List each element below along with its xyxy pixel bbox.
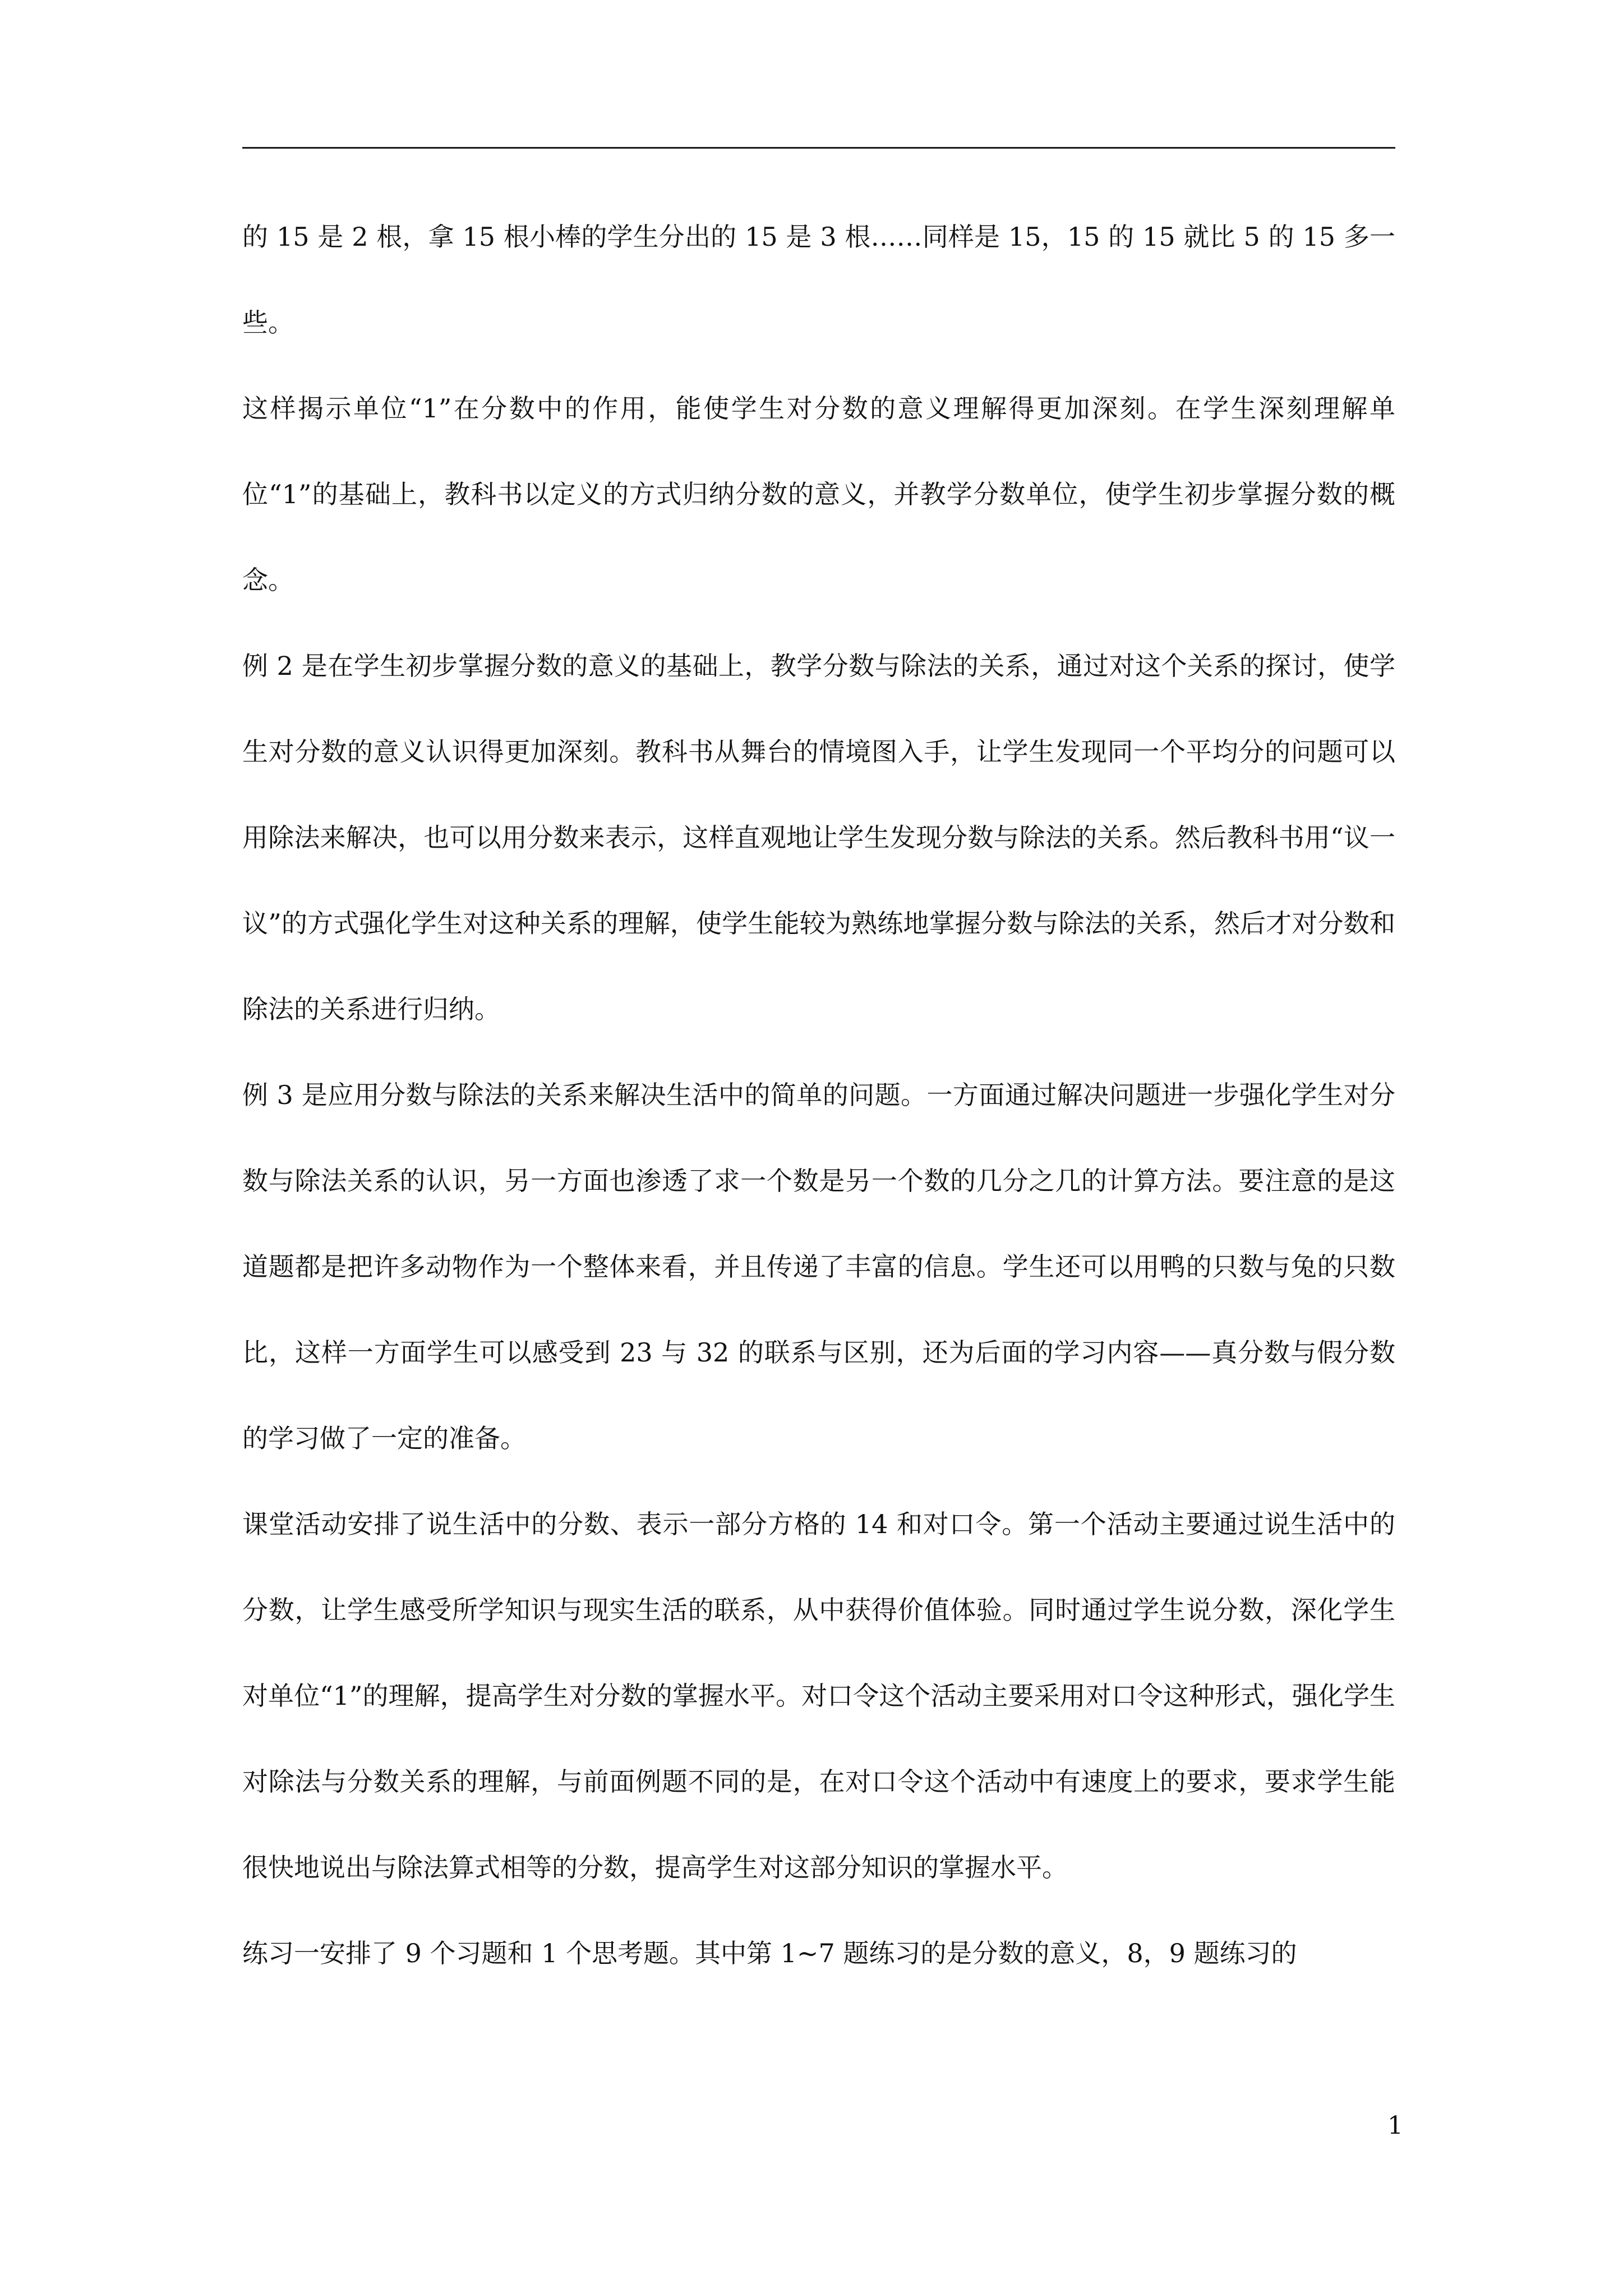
header-rule — [242, 147, 1395, 149]
paragraph-4: 例 3 是应用分数与除法的关系来解决生活中的简单的问题。一方面通过解决问题进一步强化学生对分数与除法关系的认识，另一方面也渗透了求一个数是另一个数的几分之几的计算方法。要注意的是这道题都是把许多动物作为一个整体来看，并且传递了丰富的信息。学生还可以用鸭的只数与兔的只数比，这样一方面学生可以感受到 23 与 32 的联系与区别，还为后面的学习内容——真分数与假分数的学习做了一定的准备。 — [242, 1080, 1395, 1453]
paragraph-2: 这样揭示单位“1”在分数中的作用，能使学生对分数的意义理解得更加深刻。在学生深刻理解单位“1”的基础上，教科书以定义的方式归纳分数的意义，并教学分数单位，使学生初步掌握分数的概念。 — [242, 393, 1395, 595]
paragraph-5: 课堂活动安排了说生活中的分数、表示一部分方格的 14 和对口令。第一个活动主要通过说生活中的分数，让学生感受所学知识与现实生活的联系，从中获得价值体验。同时通过学生说分数，深化学生对单位“1”的理解，提高学生对分数的掌握水平。对口令这个活动主要采用对口令这种形式，强化学生对除法与分数关系的理解，与前面例题不同的是，在对口令这个活动中有速度上的要求，要求学生能很快地说出与除法算式相等的分数，提高学生对这部分知识的掌握水平。 — [242, 1509, 1395, 1883]
document-body — [242, 194, 1395, 1996]
paragraph-3: 例 2 是在学生初步掌握分数的意义的基础上，教学分数与除法的关系，通过对这个关系的探讨，使学生对分数的意义认识得更加深刻。教科书从舞台的情境图入手，让学生发现同一个平均分的问题可以用除法来解决，也可以用分数来表示，这样直观地让学生发现分数与除法的关系。然后教科书用“议一议”的方式强化学生对这种关系的理解，使学生能较为熟练地掌握分数与除法的关系，然后才对分数和除法的关系进行归纳。 — [242, 651, 1395, 1024]
page-number: 1 — [1387, 2111, 1403, 2140]
paragraph-6: 练习一安排了 9 个习题和 1 个思考题。其中第 1~7 题练习的是分数的意义，8，9 题练习的 — [242, 1938, 1297, 1968]
paragraph-1: 的 15 是 2 根，拿 15 根小棒的学生分出的 15 是 3 根……同样是 15，15 的 15 就比 5 的 15 多一些。 — [242, 222, 1395, 338]
